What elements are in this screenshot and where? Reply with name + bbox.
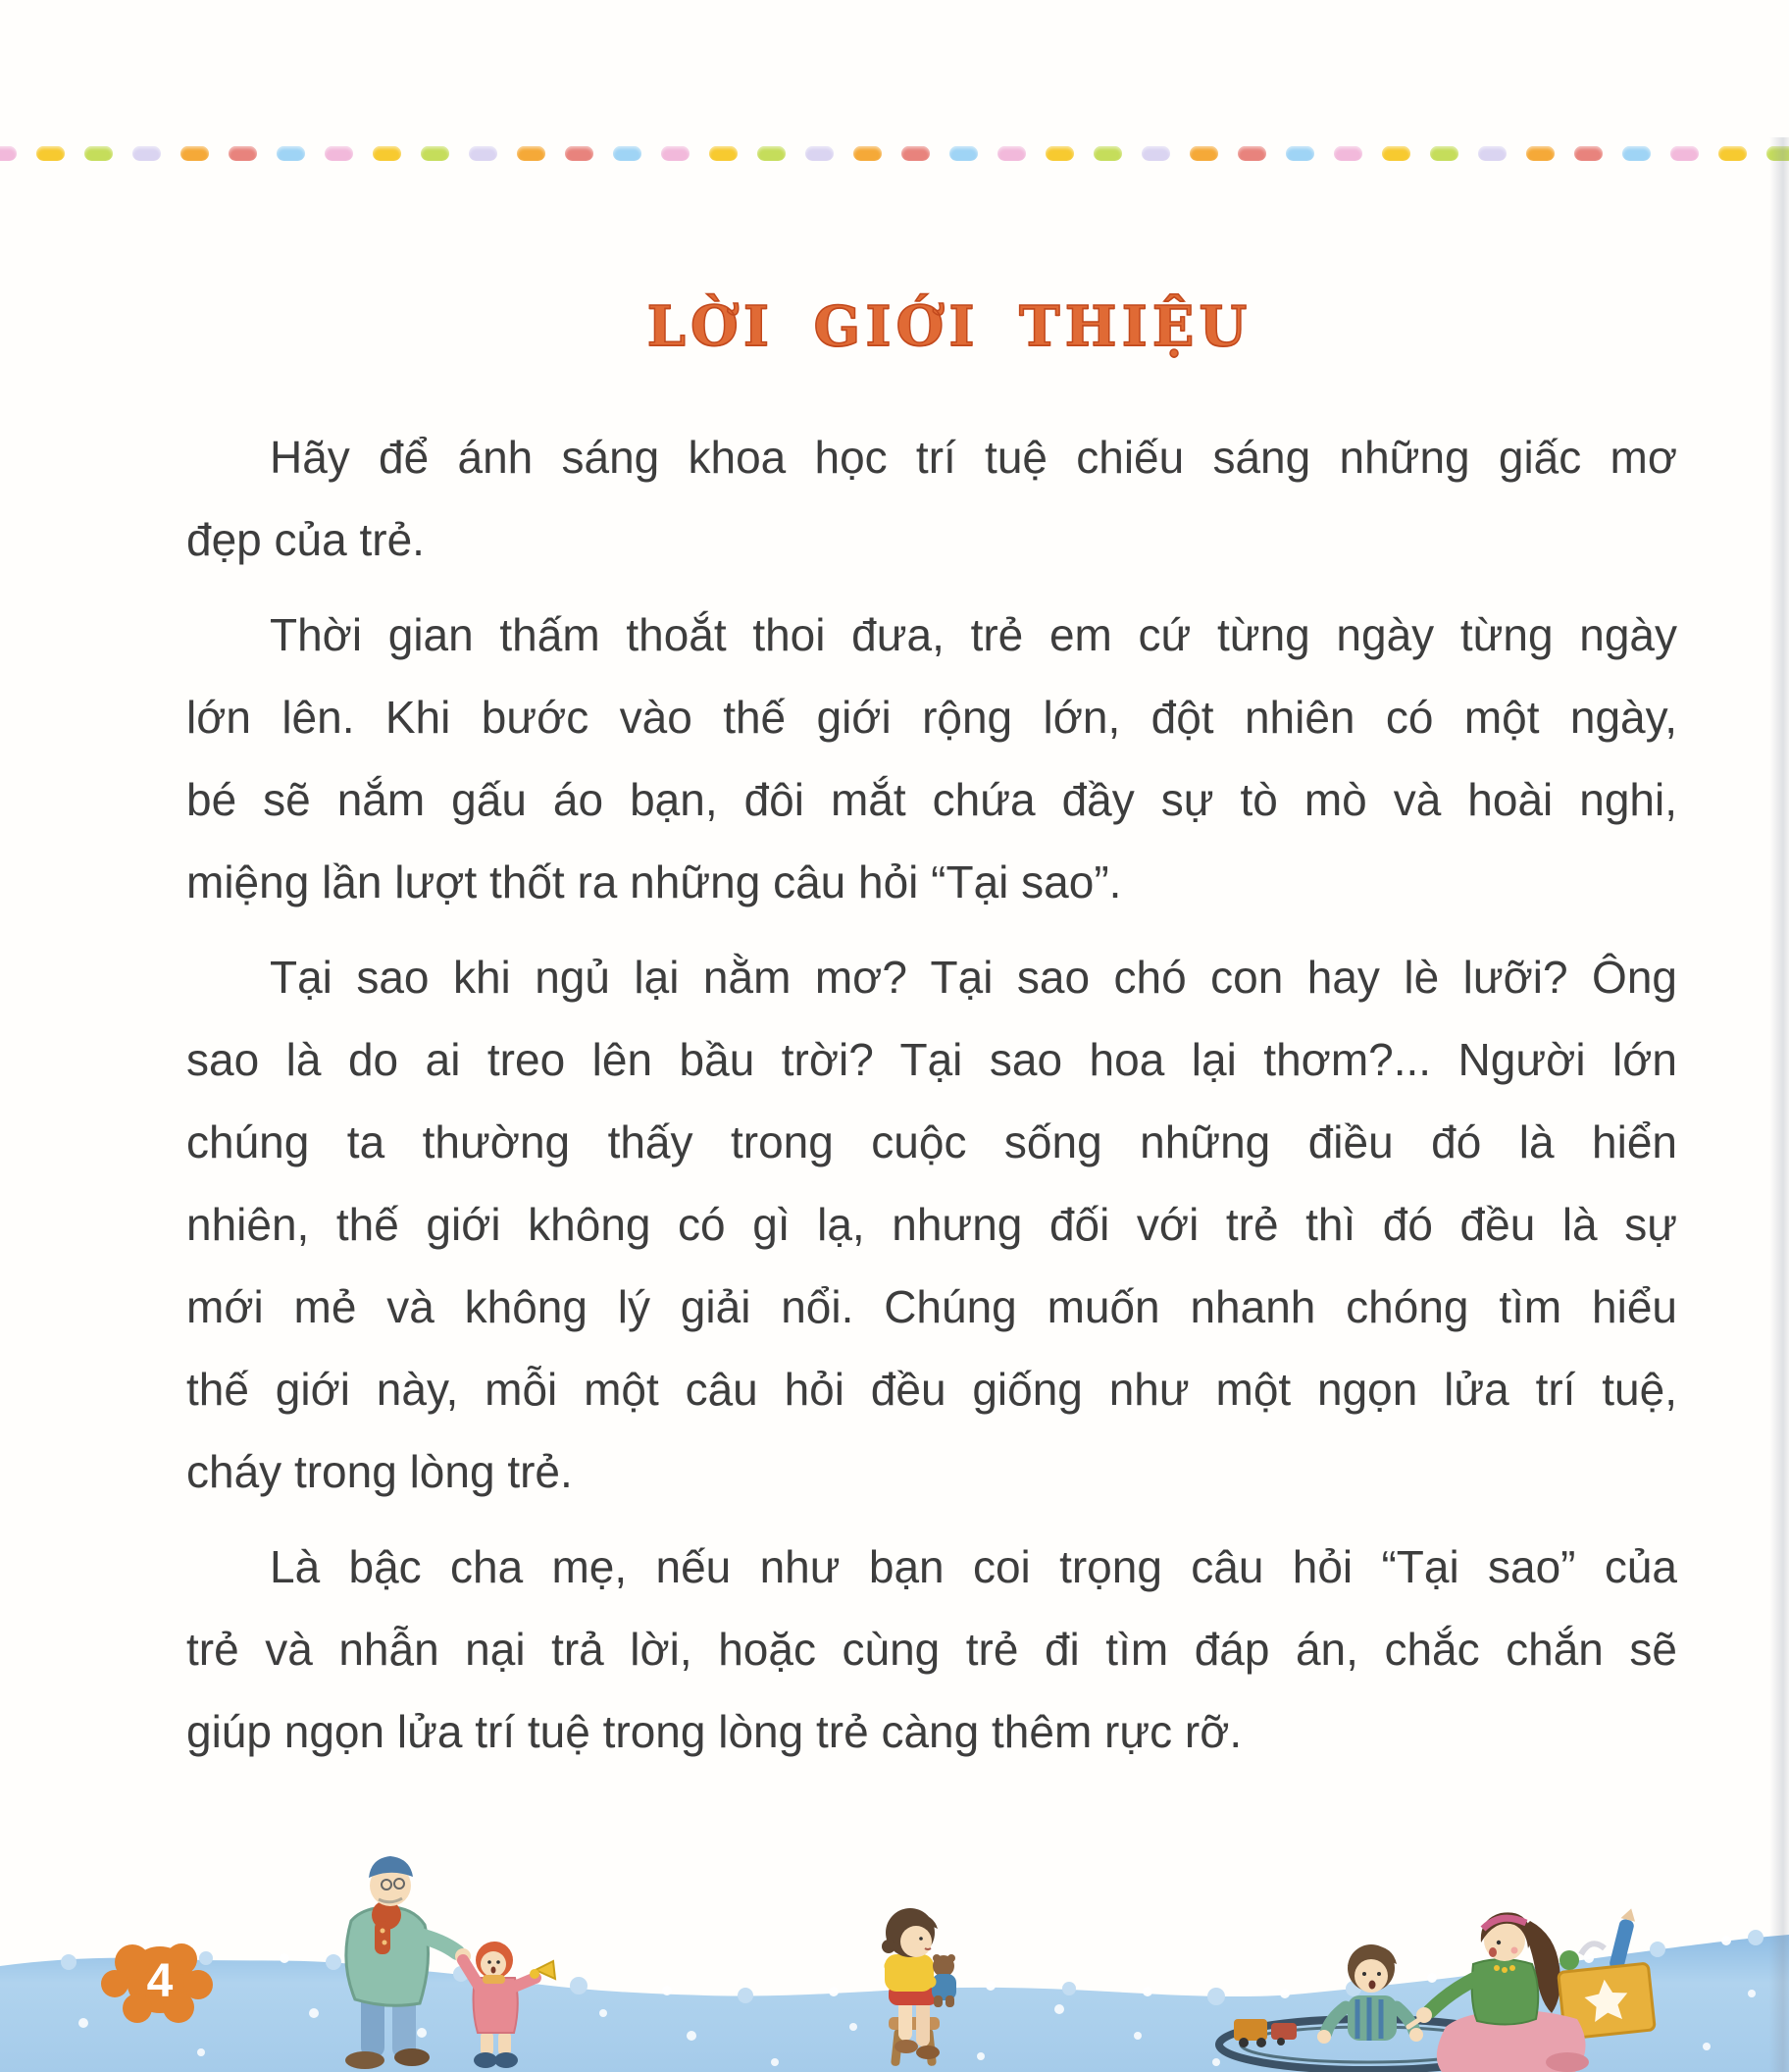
divider-dash [1526,146,1555,161]
body-text [186,416,1677,1786]
divider-dash [1286,146,1314,161]
footer-illustration [0,1835,1789,2072]
text-line: Thời gian thấm thoắt thoi đưa, trẻ em cứ từng ngày từng ngày [270,609,1677,660]
divider-dash [805,146,834,161]
divider-dash [1046,146,1074,161]
divider-dash [853,146,882,161]
divider-dash [949,146,978,161]
divider-dash [661,146,690,161]
text-line: đẹp của trẻ. [186,514,425,565]
text-line: chúng ta thường thấy trong cuộc sống những điều đó là hiển [186,1116,1677,1167]
page-title: LỜI GIỚI THIỆU [646,294,1252,359]
divider-dash [0,146,17,161]
divider-dash [709,146,738,161]
text-line: lớn lên. Khi bước vào thế giới rộng lớn, đột nhiên có một ngày, [186,692,1677,743]
divider-dash [1334,146,1362,161]
text-line: Tại sao khi ngủ lại nằm mơ? Tại sao chó con hay lè lưỡi? Ông [270,952,1677,1003]
divider-dash [613,146,641,161]
divider-dash [1142,146,1170,161]
text-line: nhiên, thế giới không có gì lạ, nhưng đối với trẻ thì đó đều là sự [186,1199,1677,1250]
text-line: mới mẻ và không lý giải nổi. Chúng muốn nhanh chóng tìm hiểu [186,1281,1677,1332]
text-line: thế giới này, mỗi một câu hỏi đều giống như một ngọn lửa trí tuệ, [186,1364,1677,1415]
paragraph [186,936,1677,1513]
divider-dash [180,146,209,161]
divider-dash [229,146,257,161]
paragraph [186,416,1677,581]
divider-dash [1718,146,1747,161]
divider-dash [997,146,1026,161]
page-edge-shadow [1769,137,1789,2072]
divider-dash [1622,146,1651,161]
divider-dash [757,146,786,161]
paragraph [186,594,1677,923]
page-number: 4 [146,1955,174,2007]
divider-dash [1430,146,1458,161]
divider-dash [469,146,497,161]
divider-dash [36,146,65,161]
divider-dashed-line [0,146,1789,162]
divider-dash [517,146,545,161]
text-line: Là bậc cha mẹ, nếu như bạn coi trọng câu hỏi “Tại sao” của [270,1541,1677,1592]
paragraph [186,1526,1677,1773]
divider-dash [325,146,353,161]
divider-dash [1478,146,1507,161]
text-line: sao là do ai treo lên bầu trời? Tại sao hoa lại thơm?... Người lớn [186,1034,1677,1085]
divider-dash [565,146,593,161]
text-line: trẻ và nhẫn nại trả lời, hoặc cùng trẻ đi tìm đáp án, chắc chắn sẽ [186,1624,1677,1675]
divider-dash [373,146,401,161]
text-line: cháy trong lòng trẻ. [186,1446,573,1497]
divider-dash [1238,146,1266,161]
text-line: Hãy để ánh sáng khoa học trí tuệ chiếu sáng những giấc mơ [270,432,1677,483]
text-line: giúp ngọn lửa trí tuệ trong lòng trẻ càng thêm rực rỡ. [186,1706,1243,1757]
divider-dash [1574,146,1603,161]
divider-dash [1670,146,1699,161]
divider-dash [84,146,113,161]
divider-dash [1094,146,1122,161]
divider-dash [1382,146,1410,161]
text-line: bé sẽ nắm gấu áo bạn, đôi mắt chứa đầy sự tò mò và hoài nghi, [186,774,1677,825]
text-line: miệng lần lượt thốt ra những câu hỏi “Tại sao”. [186,856,1122,907]
divider-dash [132,146,161,161]
divider-dash [421,146,449,161]
divider-dash [277,146,305,161]
divider-dash [1190,146,1218,161]
divider-dash [901,146,930,161]
